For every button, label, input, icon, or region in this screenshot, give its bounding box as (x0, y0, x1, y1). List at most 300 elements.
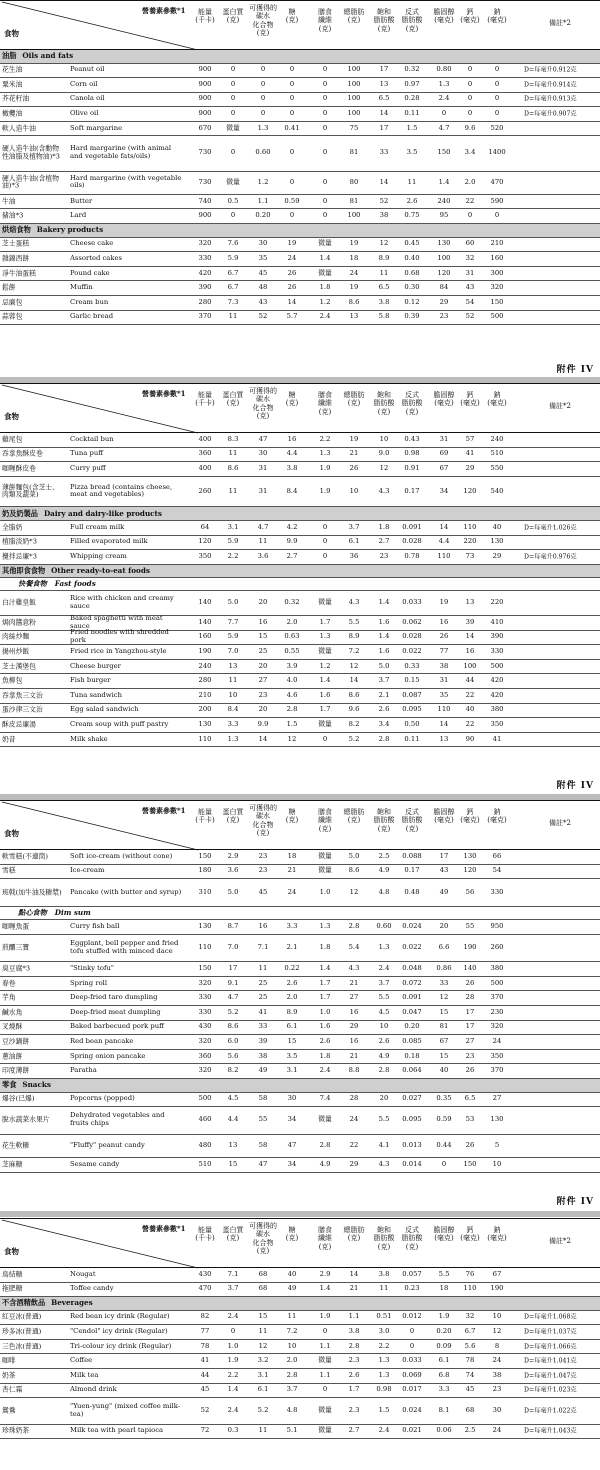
section-header (0, 50, 600, 64)
cell-fat: 24 (349, 268, 359, 277)
cell-transfat: 0.021 (402, 1426, 422, 1435)
column-header-chol: 膽固醇 (毫克) (433, 8, 455, 25)
cell-protein: 7.7 (227, 617, 239, 626)
subsection-title-zh: 快餐食物 (18, 579, 47, 589)
cell-fibre: 0 (322, 123, 328, 132)
cell-chol: 5.5 (438, 1269, 450, 1278)
cell-fibre: 1.8 (319, 1051, 331, 1060)
food-name-zh: 雞尾包 (2, 435, 23, 444)
cell-carb: 1.1 (257, 196, 269, 205)
food-name-zh: 吞拿魚酥皮卷 (2, 449, 43, 458)
cell-energy: 900 (198, 211, 212, 220)
cell-na: 410 (490, 617, 504, 626)
cell-fat: 80 (349, 177, 359, 186)
column-header-fat: 總脂肪 (克) (343, 8, 365, 25)
cell-energy: 150 (198, 851, 212, 860)
cell-sugar: 0 (289, 94, 295, 103)
cell-na: 300 (490, 268, 504, 277)
table-row (0, 433, 600, 448)
cell-energy: 44 (200, 1370, 210, 1379)
cell-na: 30 (492, 1405, 502, 1414)
food-name-en: "Stinky tofu" (70, 964, 115, 973)
cell-transfat: 0.024 (402, 921, 422, 930)
cell-energy: 330 (198, 254, 212, 263)
column-header-satfat: 飽和 脂肪酸 (克) (373, 391, 395, 416)
cell-ca: 120 (463, 486, 477, 495)
food-name-en: Milk tea (70, 1370, 99, 1379)
cell-chol: 49 (439, 887, 449, 896)
food-name-zh: 植脂淡奶*3 (2, 537, 37, 546)
cell-fat: 100 (347, 94, 361, 103)
cell-fat: 12 (349, 887, 359, 896)
cell-energy: 480 (198, 1141, 212, 1150)
cell-fat: 36 (349, 552, 359, 561)
cell-energy: 110 (198, 734, 212, 743)
cell-sugar: 2.0 (286, 617, 298, 626)
cell-energy: 41 (200, 1356, 210, 1365)
section-title-zh: 烘焙食物 (2, 225, 31, 235)
table-row (0, 1354, 600, 1369)
cell-sugar: 0.32 (284, 598, 300, 607)
cell-transfat: 0.013 (402, 1141, 422, 1150)
table-row (0, 1064, 600, 1079)
cell-transfat: 0.062 (402, 617, 422, 626)
table-row (0, 311, 600, 326)
food-name-zh: 班戟(加牛油及糖漿) (2, 887, 62, 896)
cell-fibre: 微量 (318, 1115, 332, 1124)
food-name-zh: 印度薄餅 (2, 1066, 30, 1075)
cell-sugar: 8.9 (286, 1007, 298, 1016)
cell-transfat: 0.095 (402, 1115, 422, 1124)
food-name-en: Spring roll (70, 978, 108, 987)
cell-transfat: 0.027 (402, 1094, 422, 1103)
column-header-na: 鈉 (毫克) (487, 808, 507, 825)
cell-sugar: 30 (287, 1094, 297, 1103)
food-name-en: Peanut oil (70, 65, 105, 74)
cell-energy: 280 (198, 297, 212, 306)
cell-satfat: 1.5 (378, 1405, 390, 1414)
table-row (0, 238, 600, 253)
table-row (0, 1384, 600, 1399)
cell-ca: 27 (465, 1037, 475, 1046)
cell-fibre: 1.0 (319, 887, 331, 896)
cell-chol: 69 (439, 449, 449, 458)
cell-energy: 190 (198, 647, 212, 656)
column-header-transfat: 反式 脂肪酸 (克) (401, 808, 423, 833)
cell-transfat: 0 (409, 1327, 415, 1336)
cell-sugar: 2.6 (286, 978, 298, 987)
cell-satfat: 12 (379, 239, 389, 248)
food-name-en: Coffee (70, 1356, 93, 1365)
table-row (0, 477, 600, 508)
cell-protein: 4.5 (227, 1094, 239, 1103)
annex-label: 附件 IV (556, 1197, 594, 1207)
table-row (0, 281, 600, 296)
cell-transfat: 0.047 (402, 1007, 422, 1016)
cell-carb: 25 (258, 647, 268, 656)
food-name-zh: 奶茶 (2, 1371, 16, 1380)
cell-protein: 2.9 (227, 851, 239, 860)
cell-fat: 28 (349, 1094, 359, 1103)
column-header-energy: 能量 (千卡) (195, 8, 215, 25)
table-row (0, 107, 600, 122)
cell-na: 420 (490, 676, 504, 685)
cell-satfat: 4.9 (378, 1051, 390, 1060)
cell-fat: 16 (349, 1037, 359, 1046)
cell-chol: 67 (439, 1037, 449, 1046)
cell-protein: 10 (228, 690, 238, 699)
cell-fat: 12 (349, 661, 359, 670)
cell-sugar: 2.8 (286, 1370, 298, 1379)
cell-sugar: 18 (287, 851, 297, 860)
food-name-zh: 揚州炒飯 (2, 647, 30, 656)
column-header-fat: 總脂肪 (克) (343, 808, 365, 825)
cell-energy: 400 (198, 464, 212, 473)
cell-transfat: 0.75 (404, 211, 420, 220)
column-header-ca: 鈣 (毫克) (460, 808, 480, 825)
cell-energy: 200 (198, 705, 212, 714)
cell-fat: 5.0 (348, 851, 360, 860)
cell-protein: 1.3 (227, 734, 239, 743)
food-name-zh: 全脂奶 (2, 523, 23, 531)
cell-fat: 3.7 (348, 522, 360, 531)
column-header-fibre: 膳食 纖維 (克) (318, 8, 332, 33)
cell-sugar: 0 (289, 148, 295, 157)
cell-carb: 41 (258, 1007, 268, 1016)
cell-transfat: 0.028 (402, 537, 422, 546)
food-name-en: Hard margarine (with animal and vegetable fats/oils) (70, 144, 172, 161)
cell-chol: 0.80 (436, 65, 452, 74)
cell-fat: 2.8 (348, 1341, 360, 1350)
cell-carb: 11 (258, 964, 268, 973)
cell-fibre: 1.8 (319, 942, 331, 951)
cell-transfat: 0.022 (402, 647, 422, 656)
cell-fibre: 0 (322, 1327, 328, 1336)
cell-satfat: 17 (379, 123, 389, 132)
cell-fibre: 微量 (318, 851, 332, 860)
nutrient-parameters-label: 營養素參數*1 (142, 389, 186, 398)
cell-energy: 78 (200, 1341, 210, 1350)
cell-fibre: 1.1 (319, 1370, 331, 1379)
cell-satfat: 6.5 (378, 94, 390, 103)
food-name-zh: 叉燒酥 (2, 1022, 23, 1031)
cell-satfat: 17 (379, 65, 389, 74)
cell-fibre: 1.8 (319, 283, 331, 292)
annex-label: 附件 IV (556, 365, 594, 375)
section-title-en: Oils and fats (22, 51, 74, 61)
table-row (0, 1107, 600, 1135)
table-row (0, 209, 600, 224)
cell-carb: 14 (258, 734, 268, 743)
cell-protein: 0 (230, 79, 236, 88)
cell-energy: 140 (198, 598, 212, 607)
food-name-en: Cream soup with puff pastry (70, 720, 169, 729)
cell-na: 320 (490, 1022, 504, 1031)
table-row (0, 991, 600, 1006)
cell-fat: 21 (349, 978, 359, 987)
cell-protein: 2.4 (227, 1312, 239, 1321)
cell-fibre: 4.9 (319, 1160, 331, 1169)
cell-protein: 5.9 (227, 632, 239, 641)
cell-transfat: 0.18 (404, 1051, 420, 1060)
cell-fibre: 0 (322, 211, 328, 220)
cell-ca: 45 (465, 1385, 475, 1394)
column-header-fat: 總脂肪 (克) (343, 391, 365, 408)
column-header-remarks: 備註*2 (549, 402, 571, 410)
cell-ca: 52 (465, 312, 475, 321)
food-name-en: Fried rice in Yangzhou-style (70, 647, 167, 656)
cell-fat: 22 (349, 1141, 359, 1150)
cell-fat: 4.3 (348, 598, 360, 607)
cell-transfat: 0.028 (402, 632, 422, 641)
cell-sugar: 40 (287, 1269, 297, 1278)
cell-chol: 34 (439, 486, 449, 495)
food-name-zh: 鹹水角 (2, 1008, 23, 1017)
cell-satfat: 4.1 (378, 1141, 390, 1150)
cell-fat: 7.2 (348, 647, 360, 656)
cell-na: 41 (492, 734, 502, 743)
cell-satfat: 12 (379, 464, 389, 473)
cell-transfat: 0.30 (404, 283, 420, 292)
subsection-title-en: Fast foods (54, 579, 96, 589)
cell-ca: 13 (465, 598, 475, 607)
cell-na: 220 (490, 598, 504, 607)
cell-protein: 3.7 (227, 1284, 239, 1293)
cell-carb: 15 (258, 632, 268, 641)
cell-fibre: 1.6 (319, 1022, 331, 1031)
remarks-cell: D=每毫升1.047克 (524, 1372, 577, 1380)
cell-satfat: 5.8 (378, 312, 390, 321)
cell-energy: 900 (198, 94, 212, 103)
food-name-en: Red bean pancake (70, 1037, 134, 1046)
food-name-en: Paratha (70, 1066, 97, 1075)
cell-chol: 130 (437, 239, 451, 248)
cell-carb: 52 (258, 312, 268, 321)
cell-energy: 320 (198, 239, 212, 248)
food-name-en: Pound cake (70, 268, 110, 277)
column-header-na: 鈉 (毫克) (487, 1226, 507, 1243)
remarks-cell: D=每毫升1.037克 (524, 1328, 577, 1336)
cell-energy: 430 (198, 1022, 212, 1031)
cell-protein: 2.2 (227, 552, 239, 561)
food-name-zh: 芋角 (2, 993, 16, 1002)
section-title (2, 1081, 51, 1089)
cell-fibre: 1.3 (319, 632, 331, 641)
column-header-energy: 能量 (千卡) (195, 808, 215, 825)
cell-chol: 1.4 (438, 177, 450, 186)
cell-fat: 14 (349, 676, 359, 685)
column-header-sugar: 糖 (克) (285, 391, 299, 408)
cell-sugar: 2.0 (286, 993, 298, 1002)
cell-protein: 6.7 (227, 268, 239, 277)
cell-transfat: 0.33 (404, 661, 420, 670)
table-page (0, 0, 600, 365)
cell-satfat: 2.2 (378, 1341, 390, 1350)
cell-fat: 29 (349, 1160, 359, 1169)
cell-fibre: 微量 (318, 866, 332, 875)
cell-fat: 100 (347, 79, 361, 88)
cell-ca: 22 (465, 720, 475, 729)
cell-chol: 4.4 (438, 537, 450, 546)
cell-carb: 3.2 (257, 1356, 269, 1365)
cell-satfat: 5.5 (378, 1115, 390, 1124)
cell-transfat: 0.68 (404, 268, 420, 277)
cell-satfat: 11 (379, 1284, 389, 1293)
cell-sugar: 3.1 (286, 1066, 298, 1075)
cell-fibre: 0 (322, 537, 328, 546)
cell-fat: 19 (349, 283, 359, 292)
cell-sugar: 26 (287, 283, 297, 292)
cell-fibre: 2.4 (319, 312, 331, 321)
cell-fibre: 1.3 (319, 921, 331, 930)
cell-sugar: 3.5 (286, 1051, 298, 1060)
food-name-zh: 杏仁霜 (2, 1385, 23, 1394)
table-row (0, 850, 600, 865)
cell-ca: 26 (465, 1141, 475, 1150)
remarks-cell: D=每毫升0.914克 (524, 81, 577, 89)
cell-fibre: 1.4 (319, 964, 331, 973)
food-name-zh: 軟雪糕(不連筒) (2, 852, 49, 861)
cell-protein: 0.5 (227, 196, 239, 205)
cell-carb: 4.7 (257, 522, 269, 531)
cell-transfat: 0.40 (404, 254, 420, 263)
cell-chol: 0.35 (436, 1094, 452, 1103)
cell-energy: 900 (198, 65, 212, 74)
remarks-cell: D=每毫升0.976克 (524, 553, 577, 561)
food-column-label: 食物 (4, 29, 19, 38)
cell-carb: 25 (258, 978, 268, 987)
cell-fat: 4.3 (348, 964, 360, 973)
column-header-satfat: 飽和 脂肪酸 (克) (373, 808, 395, 833)
column-header-remarks: 備註*2 (549, 19, 571, 27)
cell-carb: 20 (258, 705, 268, 714)
cell-fibre: 1.7 (319, 705, 331, 714)
cell-carb: 20 (258, 598, 268, 607)
food-name-zh: 咖啡 (2, 1356, 16, 1365)
cell-transfat: 0.033 (402, 1356, 422, 1365)
food-name-zh: 芝士蛋糕 (2, 239, 30, 248)
cell-fibre: 0 (322, 734, 328, 743)
remarks-cell: D=每毫升1.068克 (524, 1313, 577, 1321)
food-name-zh: 咖喱酥皮卷 (2, 464, 36, 473)
cell-carb: 30 (258, 239, 268, 248)
table-row (0, 1325, 600, 1340)
remarks-cell: D=每毫升0.912克 (524, 66, 577, 74)
cell-chol: 0.86 (436, 964, 452, 973)
cell-chol: 0 (441, 109, 447, 118)
table-row (0, 252, 600, 267)
cell-fibre: 1.4 (319, 254, 331, 263)
subsection-header (0, 907, 600, 920)
food-name-en: Filled evaporated milk (70, 537, 148, 546)
cell-transfat: 0.91 (404, 464, 420, 473)
food-name-zh: 雪糕 (2, 866, 16, 875)
cell-protein: 7.6 (227, 239, 239, 248)
cell-satfat: 14 (379, 177, 389, 186)
cell-satfat: 2.6 (378, 1037, 390, 1046)
cell-energy: 360 (198, 1051, 212, 1060)
cell-chol: 38 (439, 661, 449, 670)
table-page (0, 800, 600, 1182)
cell-protein: 8.6 (227, 1022, 239, 1031)
remarks-cell: D=每毫升1.043克 (524, 1427, 577, 1435)
cell-sugar: 4.8 (286, 1405, 298, 1414)
cell-fat: 16 (349, 1007, 359, 1016)
cell-transfat: 0.069 (402, 1370, 422, 1379)
subsection-title-en: Dim sum (54, 907, 91, 917)
cell-ca: 22 (465, 196, 475, 205)
cell-na: 23 (492, 1385, 502, 1394)
cell-ca: 68 (465, 1405, 475, 1414)
cell-chol: 0.06 (436, 1426, 452, 1435)
food-name-en: Baked spaghetti with meat sauce (70, 614, 163, 630)
cell-transfat: 0.087 (402, 690, 422, 699)
cell-transfat: 0.28 (404, 94, 420, 103)
cell-satfat: 3.7 (378, 676, 390, 685)
cell-protein: 0.3 (227, 1426, 239, 1435)
table-row (0, 660, 600, 675)
cell-fibre: 0 (322, 522, 328, 531)
cell-carb: 45 (258, 268, 268, 277)
cell-fibre: 0 (322, 1385, 328, 1394)
food-name-zh: 硬人造牛油(含植物油)*3 (2, 174, 60, 190)
food-name-en: Whipping cream (70, 552, 127, 561)
cell-fibre: 0 (322, 552, 328, 561)
food-name-zh: 奶昔 (2, 734, 16, 743)
section-title-zh: 其他即食食物 (2, 565, 46, 575)
column-header-remarks: 備註*2 (549, 819, 571, 827)
section-title (2, 1299, 93, 1307)
cell-transfat: 0.39 (404, 312, 420, 321)
cell-sugar: 0.55 (284, 647, 300, 656)
cell-satfat: 2.4 (378, 964, 390, 973)
column-header-satfat: 飽和 脂肪酸 (克) (373, 1226, 395, 1251)
cell-carb: 55 (258, 1115, 268, 1124)
cell-protein: 11 (228, 449, 238, 458)
cell-transfat: 0.97 (404, 79, 420, 88)
cell-fat: 5.4 (348, 942, 360, 951)
food-name-zh: 豬油*3 (2, 211, 24, 220)
cell-na: 420 (490, 690, 504, 699)
cell-sugar: 0.63 (284, 632, 300, 641)
cell-protein: 8.2 (227, 1066, 239, 1075)
cell-protein: 13 (228, 661, 238, 670)
column-header-energy: 能量 (千卡) (195, 391, 215, 408)
cell-ca: 3.4 (464, 148, 476, 157)
cell-na: 0 (494, 109, 500, 118)
cell-fat: 8.6 (348, 866, 360, 875)
cell-protein: 8.6 (227, 464, 239, 473)
nutrient-parameters-label: 營養素參數*1 (142, 806, 186, 815)
cell-fat: 6.1 (348, 537, 360, 546)
food-name-zh: 春卷 (2, 978, 16, 987)
table-row (0, 935, 600, 963)
food-name-en: Pizza bread (contains cheese, meat and vegetables) (70, 482, 173, 499)
table-row (0, 962, 600, 977)
cell-fibre: 2.9 (319, 1269, 331, 1278)
food-name-en: Lard (70, 211, 87, 220)
cell-transfat: 0.022 (402, 942, 422, 951)
cell-carb: 47 (258, 1160, 268, 1169)
food-name-en: Garlic bread (70, 312, 114, 321)
section-header (0, 507, 600, 521)
food-name-zh: 淨牛油蛋糕 (2, 268, 36, 277)
cell-satfat: 1.3 (378, 1356, 390, 1365)
cell-carb: 16 (258, 617, 268, 626)
food-name-en: Almond drink (70, 1385, 117, 1394)
cell-chol: 35 (439, 690, 449, 699)
cell-protein: 5.2 (227, 1007, 239, 1016)
